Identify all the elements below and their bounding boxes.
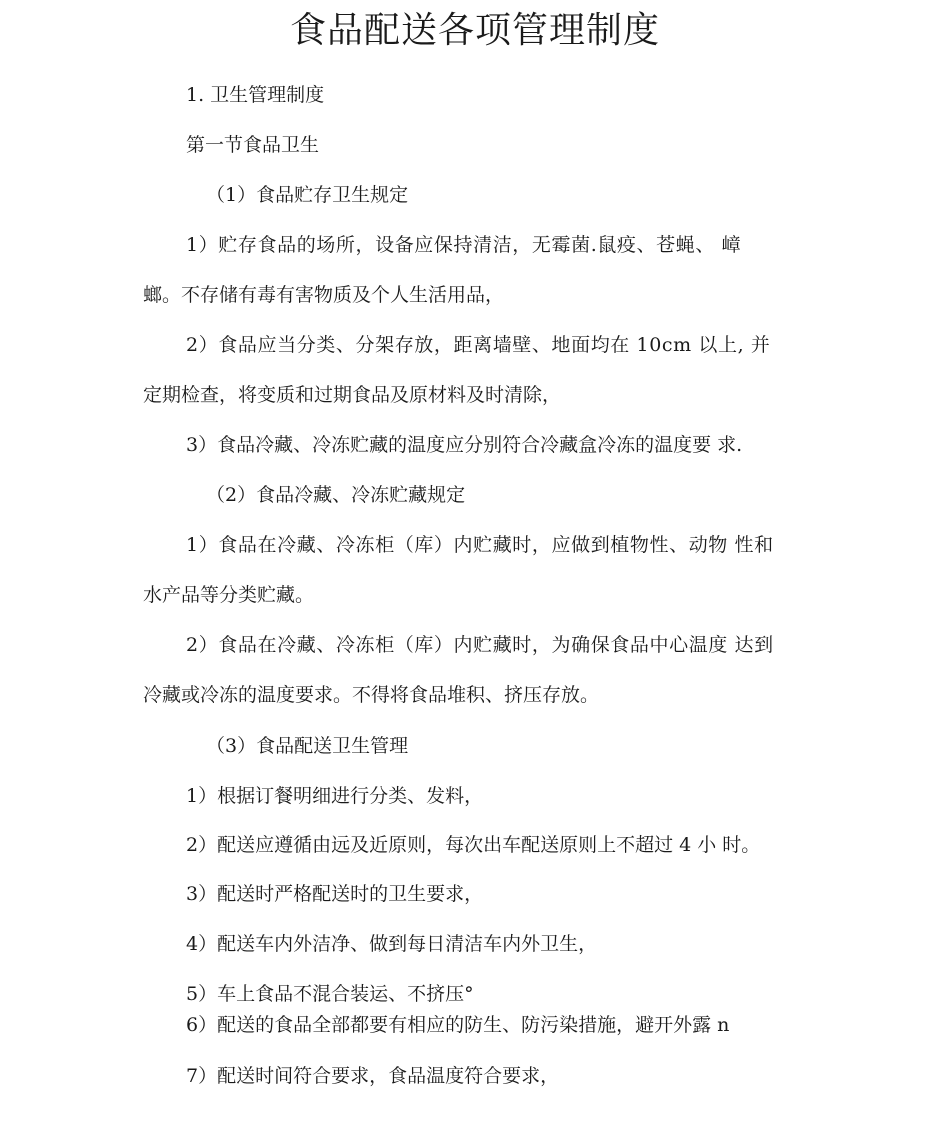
section-heading: 1. 卫生管理制度: [186, 84, 325, 106]
paragraph-line: 定期检查，将变质和过期食品及原材料及时清除，: [143, 384, 562, 406]
paragraph-line: 1）食品在冷藏、冷冻柜（库）内贮藏时，应做到植物性、动物 性和: [186, 534, 774, 556]
paragraph-line: 螂。不存储有毒有害物质及个人生活用品，: [143, 284, 505, 306]
paragraph-line: 2）食品应当分类、分架存放，距离墙壁、地面均在 10cm 以上, 并: [186, 334, 771, 356]
paragraph-line: 5）车上食品不混合装运、不挤压°: [186, 983, 474, 1005]
paragraph-line: 2）配送应遵循由远及近原则，每次出车配送原则上不超过 4 小 时。: [186, 834, 761, 856]
subsection-heading: （3）食品配送卫生管理: [206, 735, 409, 757]
paragraph-line: 1）根据订餐明细进行分类、发料，: [186, 785, 484, 807]
subsection-heading: （2）食品冷藏、冷冻贮藏规定: [206, 484, 466, 506]
paragraph-line: 7）配送时间符合要求，食品温度符合要求，: [186, 1065, 560, 1087]
paragraph-line: 3）配送时严格配送时的卫生要求，: [186, 883, 484, 905]
paragraph-line: 1）贮存食品的场所，设备应保持清洁，无霉菌.鼠疫、苍蝇、 嶂: [186, 234, 742, 256]
paragraph-line: 3）食品冷藏、冷冻贮藏的温度应分别符合冷藏盒冷冻的温度要 求.: [186, 434, 743, 456]
subsection-heading: （1）食品贮存卫生规定: [206, 184, 409, 206]
section-subheading: 第一节食品卫生: [186, 134, 320, 156]
paragraph-line: 4）配送车内外洁净、做到每日清洁车内外卫生，: [186, 933, 598, 955]
paragraph-line: 6）配送的食品全部都要有相应的防生、防污染措施，避开外露 n: [186, 1014, 730, 1036]
paragraph-line: 2）食品在冷藏、冷冻柜（库）内贮藏时，为确保食品中心温度 达到: [186, 634, 774, 656]
document-title: 食品配送各项管理制度: [289, 10, 660, 51]
paragraph-line: 冷藏或冷冻的温度要求。不得将食品堆积、挤压存放。: [143, 684, 600, 706]
paragraph-line: 水产品等分类贮藏。: [143, 584, 315, 606]
